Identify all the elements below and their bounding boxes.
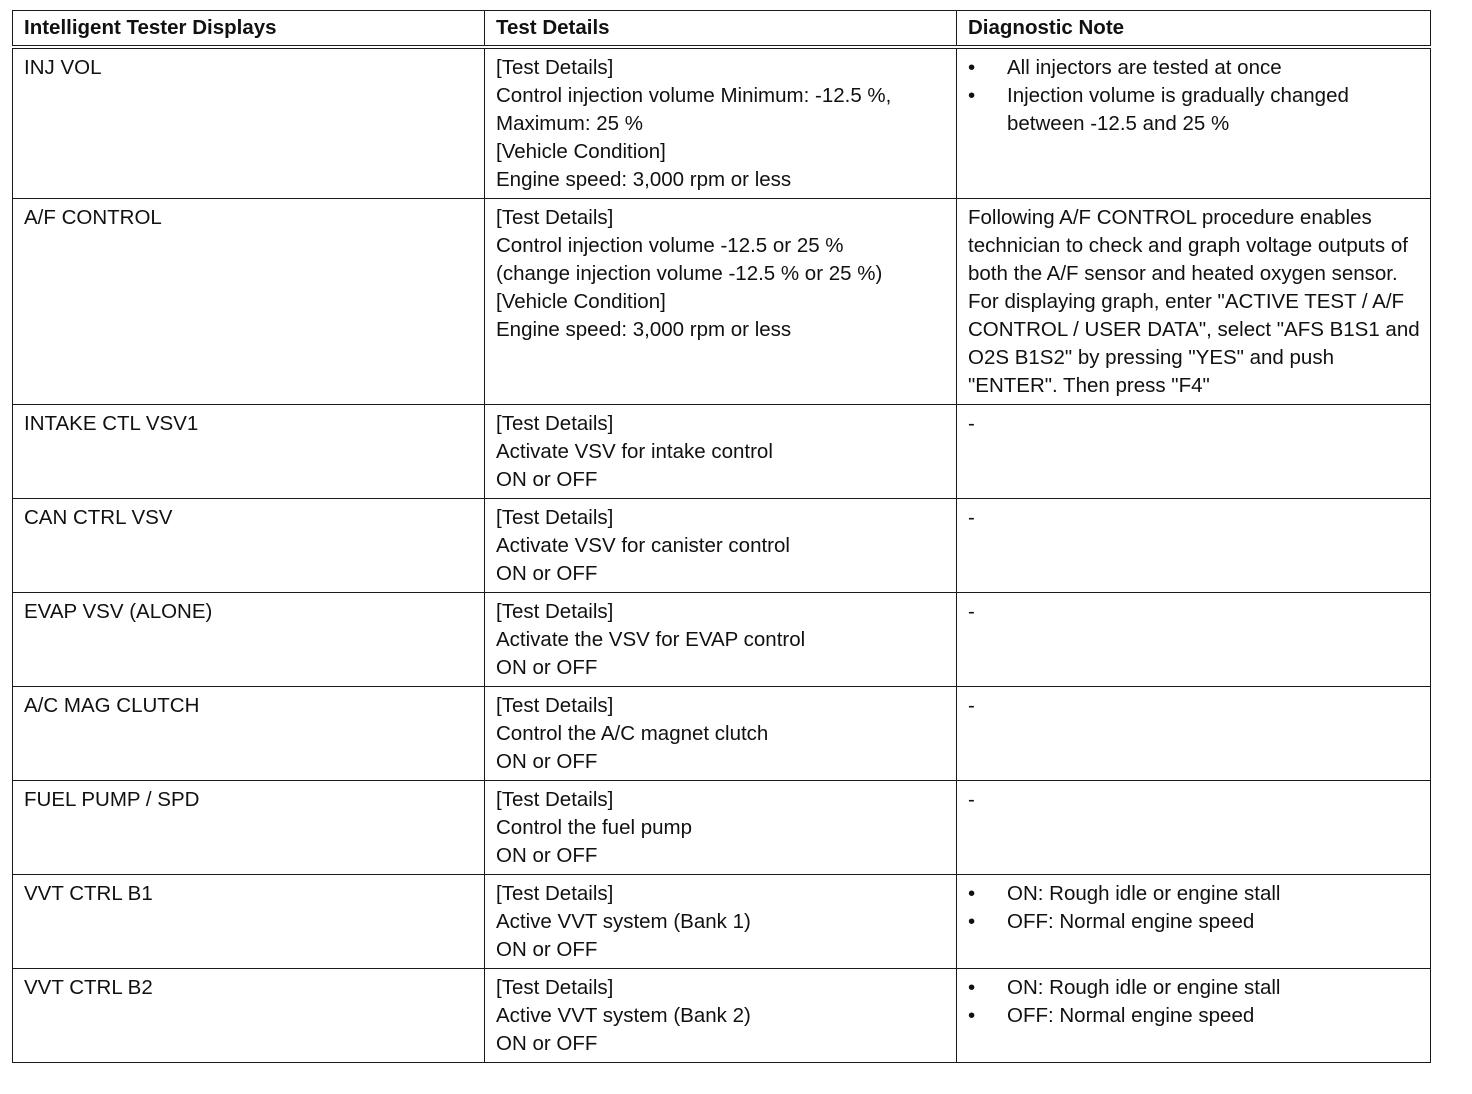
details-line: ON or OFF: [496, 938, 598, 961]
cell-details: [485, 593, 957, 687]
header-diagnostic-note: Diagnostic Note: [957, 11, 1431, 48]
details-line: Activate the VSV for EVAP control: [496, 628, 806, 651]
table-row: [13, 405, 1431, 499]
bullet-icon: •: [968, 882, 976, 905]
table-row: [13, 781, 1431, 875]
table-row: [13, 593, 1431, 687]
note-bullet-text: All injectors are tested at once: [1007, 56, 1282, 79]
cell-details: [485, 199, 957, 405]
details-line: ON or OFF: [496, 468, 598, 491]
details-line: [Vehicle Condition]: [496, 290, 666, 313]
note-bullet-text: Injection volume is gradually changed between -12.5 and 25 %: [1007, 84, 1349, 135]
cell-note: -: [957, 687, 1431, 781]
bullet-icon: •: [968, 976, 976, 999]
note-bullet-text: ON: Rough idle or engine stall: [1007, 976, 1281, 999]
cell-display: A/C MAG CLUTCH: [13, 687, 485, 781]
note-bullet-text: ON: Rough idle or engine stall: [1007, 882, 1281, 905]
note-bullet: [968, 82, 1420, 138]
details-line: ON or OFF: [496, 844, 598, 867]
cell-note: -: [957, 499, 1431, 593]
note-bullet-text: OFF: Normal engine speed: [1007, 910, 1255, 933]
cell-note: -: [957, 405, 1431, 499]
cell-display: EVAP VSV (ALONE): [13, 593, 485, 687]
details-line: Engine speed: 3,000 rpm or less: [496, 168, 792, 191]
details-line: [Test Details]: [496, 976, 614, 999]
details-line: Control the A/C magnet clutch: [496, 722, 769, 745]
details-line: ON or OFF: [496, 750, 598, 773]
details-line: ON or OFF: [496, 562, 598, 585]
header-tester-displays: Intelligent Tester Displays: [13, 11, 485, 48]
note-bullet-list: [968, 974, 1420, 1030]
details-line: [Test Details]: [496, 412, 614, 435]
cell-details: [485, 875, 957, 969]
details-line: Activate VSV for canister control: [496, 534, 790, 557]
cell-display: VVT CTRL B2: [13, 969, 485, 1063]
details-line: [Test Details]: [496, 506, 614, 529]
cell-note: [957, 969, 1431, 1063]
details-line: (change injection volume -12.5 % or 25 %): [496, 262, 883, 285]
details-line: Control the fuel pump: [496, 816, 693, 839]
cell-note: Following A/F CONTROL procedure enables technician to check and graph voltage outputs of both the A/F sensor and heated oxygen sensor. For displaying graph, enter "ACTIVE TEST / A/F CONTROL / USER DATA", select "AFS B1S1 and O2S B1S2" by pressing "YES" and push "ENTER". Then press "F4": [957, 199, 1431, 405]
details-line: Activate VSV for intake control: [496, 440, 773, 463]
table-header-row: [13, 11, 1431, 48]
note-bullet-text: OFF: Normal engine speed: [1007, 1004, 1255, 1027]
header-test-details: Test Details: [485, 11, 957, 48]
details-line: Engine speed: 3,000 rpm or less: [496, 318, 792, 341]
cell-details: [485, 969, 957, 1063]
cell-details: [485, 405, 957, 499]
note-bullet-list: [968, 54, 1420, 138]
cell-note: -: [957, 781, 1431, 875]
details-line: ON or OFF: [496, 656, 598, 679]
details-line: Control injection volume -12.5 or 25 %: [496, 234, 844, 257]
details-line: Active VVT system (Bank 1): [496, 910, 751, 933]
cell-details: [485, 499, 957, 593]
details-line: Maximum: 25 %: [496, 112, 643, 135]
cell-display: INJ VOL: [13, 47, 485, 199]
active-test-table: [12, 10, 1431, 1063]
cell-display: VVT CTRL B1: [13, 875, 485, 969]
details-line: [Test Details]: [496, 788, 614, 811]
cell-display: INTAKE CTL VSV1: [13, 405, 485, 499]
note-bullet: [968, 1002, 1420, 1030]
bullet-icon: •: [968, 1004, 976, 1027]
bullet-icon: •: [968, 84, 976, 107]
cell-note: [957, 47, 1431, 199]
note-bullet: [968, 974, 1420, 1002]
details-line: Control injection volume Minimum: -12.5 %,: [496, 84, 892, 107]
details-line: [Test Details]: [496, 206, 614, 229]
table-row: [13, 687, 1431, 781]
cell-display: A/F CONTROL: [13, 199, 485, 405]
note-bullet: [968, 880, 1420, 908]
cell-note: [957, 875, 1431, 969]
details-line: [Test Details]: [496, 694, 614, 717]
table-row: [13, 47, 1431, 199]
cell-details: [485, 781, 957, 875]
cell-display: FUEL PUMP / SPD: [13, 781, 485, 875]
details-line: Active VVT system (Bank 2): [496, 1004, 751, 1027]
bullet-icon: •: [968, 56, 976, 79]
details-line: [Test Details]: [496, 882, 614, 905]
cell-display: CAN CTRL VSV: [13, 499, 485, 593]
table-row: [13, 969, 1431, 1063]
table-row: [13, 199, 1431, 405]
details-line: [Vehicle Condition]: [496, 140, 666, 163]
details-line: [Test Details]: [496, 600, 614, 623]
table-row: [13, 875, 1431, 969]
note-bullet: [968, 54, 1420, 82]
cell-details: [485, 687, 957, 781]
cell-note: -: [957, 593, 1431, 687]
details-line: [Test Details]: [496, 56, 614, 79]
note-bullet-list: [968, 880, 1420, 936]
cell-details: [485, 47, 957, 199]
details-line: ON or OFF: [496, 1032, 598, 1055]
bullet-icon: •: [968, 910, 976, 933]
note-bullet: [968, 908, 1420, 936]
table-row: [13, 499, 1431, 593]
